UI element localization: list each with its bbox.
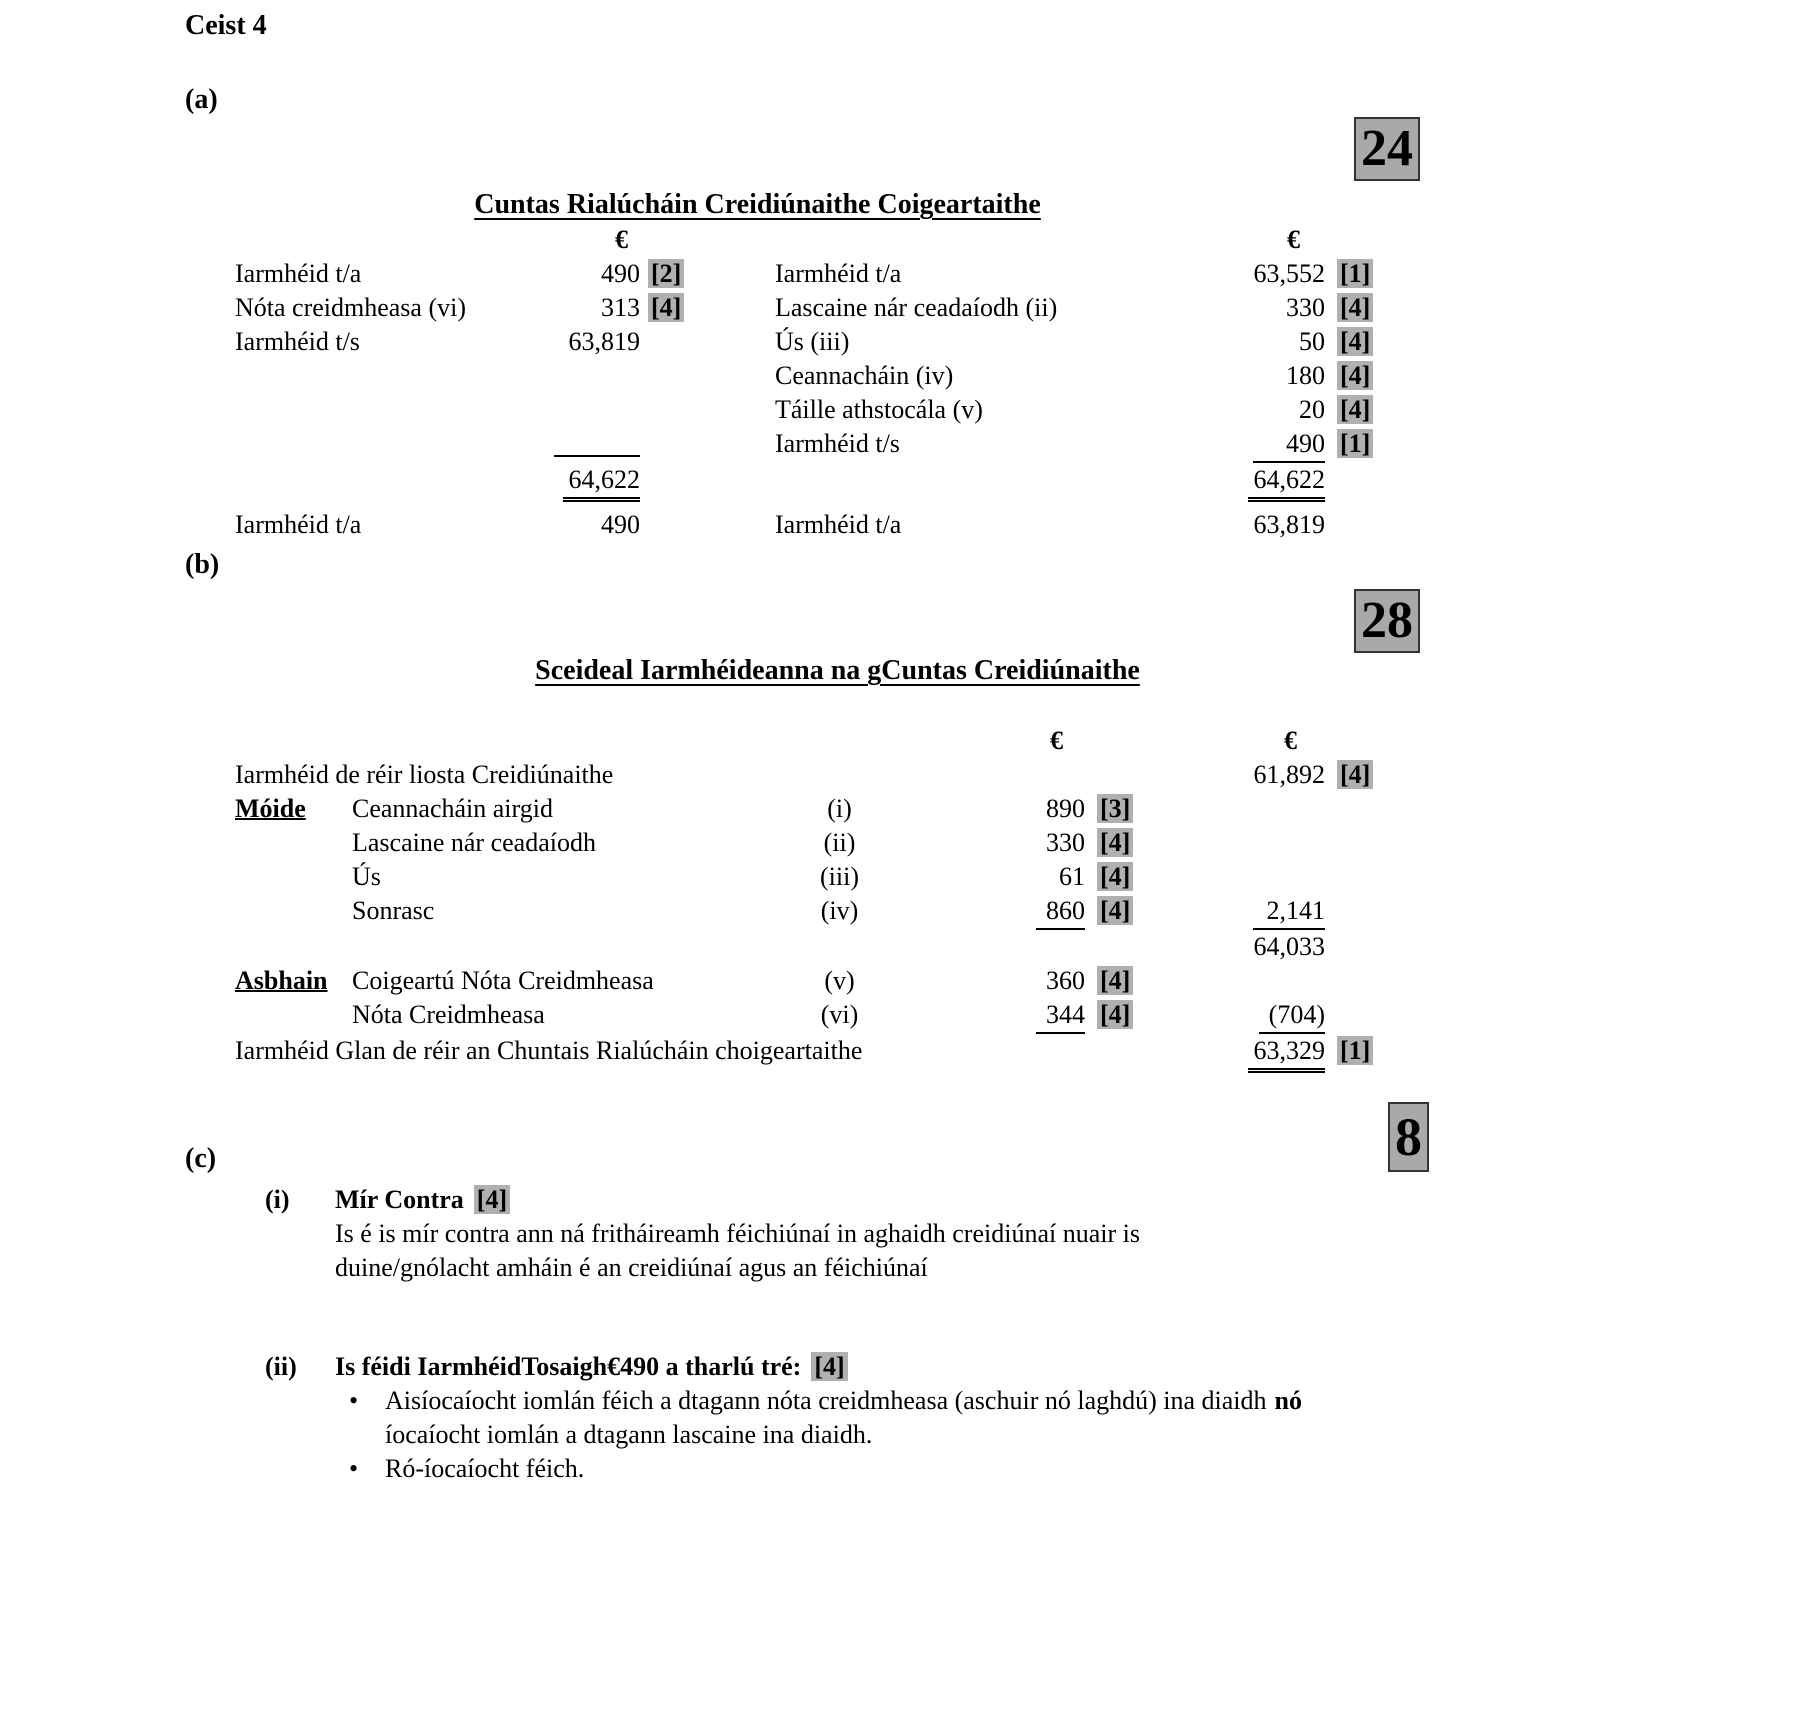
item-amount: 61 [1059, 862, 1085, 891]
schedule-add-row [235, 860, 1385, 894]
account-row [235, 393, 1385, 427]
credit-amount: 50 [1299, 327, 1325, 356]
mark-badge: [4] [1097, 828, 1133, 857]
schedule-add-row [235, 792, 1385, 826]
mark-badge: [4] [648, 293, 684, 322]
item-amount: 344 [1036, 998, 1085, 1034]
mark-badge: [4] [1097, 1000, 1133, 1029]
closing-amount: 63,329 [1248, 1034, 1326, 1073]
debit-closing-amount: 490 [601, 510, 640, 539]
schedule-closing-row [235, 1034, 1385, 1073]
schedule-deduct-row [235, 998, 1385, 1034]
schedule-add-row [235, 894, 1385, 930]
item-heading: Mír Contra [335, 1185, 464, 1214]
schedule-currency-row [235, 724, 1385, 758]
bullet-text: íocaíocht iomlán a dtagann lascaine ina diaidh. [385, 1420, 873, 1449]
mark-badge: [4] [474, 1185, 510, 1214]
part-c-label: (c) [185, 1143, 217, 1174]
mark-badge: [4] [1097, 966, 1133, 995]
credit-label: Ceannacháin (iv) [775, 361, 954, 390]
part-a-label: (a) [185, 84, 218, 115]
question-title: Ceist 4 [185, 10, 267, 41]
mark-badge: [4] [1097, 896, 1133, 925]
credit-label: Lascaine nár ceadaíodh (ii) [775, 293, 1058, 322]
account-row [235, 427, 1385, 463]
account-row [235, 291, 1385, 325]
credit-closing-amount: 63,819 [1253, 510, 1325, 539]
part-b-marks-badge: 28 [1354, 589, 1420, 653]
account-row [235, 359, 1385, 393]
item-roman: (iv) [820, 896, 859, 925]
part-c-marks-badge: 8 [1388, 1102, 1429, 1172]
bullet-bold-word: nó [1274, 1386, 1302, 1415]
item-label: Ús [352, 862, 381, 891]
deduct-heading: Asbhain [235, 966, 328, 995]
item-heading: Is féidi IarmhéidTosaigh€490 a tharlú tré: [335, 1352, 802, 1381]
part-c-item-ii [265, 1350, 1302, 1486]
mark-badge: [1] [1337, 1036, 1373, 1065]
mark-badge: [4] [1097, 862, 1133, 891]
credit-label: Ús (iii) [775, 327, 850, 356]
credit-amount: 330 [1286, 293, 1325, 322]
mark-badge: [4] [1337, 327, 1373, 356]
item-label: Nóta Creidmheasa [352, 1000, 545, 1029]
creditors-control-account [235, 223, 1385, 542]
item-label: Sonrasc [352, 896, 435, 925]
credit-label: Táille athstocála (v) [775, 395, 983, 424]
part-a-marks-badge: 24 [1354, 117, 1420, 181]
credit-label: Iarmhéid t/s [775, 429, 900, 458]
currency-symbol-col1: € [1050, 726, 1063, 755]
closing-label: Iarmhéid Glan de réir an Chuntais Rialúcháin choigeartaithe [235, 1036, 863, 1065]
mark-badge: [4] [1337, 361, 1373, 390]
credit-amount: 490 [1253, 427, 1325, 463]
item-roman: (ii) [823, 828, 856, 857]
account-title: Cuntas Rialúcháin Creidiúnaithe Coigeartaithe [474, 189, 1041, 220]
mark-badge: [1] [1337, 259, 1373, 288]
mark-badge: [3] [1097, 794, 1133, 823]
account-totals-row [235, 463, 1385, 502]
opening-label: Iarmhéid de réir liosta Creidiúnaithe [235, 760, 614, 789]
item-roman: (v) [824, 966, 855, 995]
currency-symbol-left: € [615, 225, 628, 254]
debit-label: Iarmhéid t/s [235, 327, 360, 356]
opening-amount: 61,892 [1253, 760, 1325, 789]
body-line: Is é is mír contra ann ná fritháireamh féichiúnaí in aghaidh creidiúnaí nuair is [335, 1219, 1140, 1248]
schedule-title: Sceideal Iarmhéideanna na gCuntas Creidiúnaithe [535, 655, 1140, 686]
item-roman: (iii) [820, 862, 859, 891]
account-row [235, 325, 1385, 359]
item-roman: (i) [827, 794, 852, 823]
item-label: Ceannacháin airgid [352, 794, 553, 823]
item-number: (i) [265, 1185, 290, 1214]
account-currency-row [235, 223, 1385, 257]
mark-badge: [4] [1337, 293, 1373, 322]
currency-symbol-col2: € [1284, 726, 1297, 755]
add-subtotal: 2,141 [1253, 894, 1326, 930]
schedule-deduct-row [235, 964, 1385, 998]
credit-closing-label: Iarmhéid t/a [775, 510, 902, 539]
item-roman: (vi) [820, 1000, 859, 1029]
bullet-item [335, 1452, 1302, 1486]
credit-label: Iarmhéid t/a [775, 259, 902, 288]
item-label: Lascaine nár ceadaíodh [352, 828, 596, 857]
debit-label: Iarmhéid t/a [235, 259, 362, 288]
debit-total: 64,622 [563, 463, 641, 502]
running-total: 64,033 [1253, 932, 1325, 961]
credit-total: 64,622 [1248, 463, 1326, 502]
account-row [235, 257, 1385, 291]
credit-amount: 180 [1286, 361, 1325, 390]
bullet-text: Aisíocaíocht iomlán féich a dtagann nóta creidmheasa (aschuir nó laghdú) ina diaidh [385, 1386, 1267, 1415]
creditors-balance-schedule [235, 724, 1385, 1073]
mark-badge: [2] [648, 259, 684, 288]
total-rule [554, 455, 640, 457]
credit-amount: 20 [1299, 395, 1325, 424]
item-amount: 890 [1046, 794, 1085, 823]
body-line: duine/gnólacht amháin é an creidiúnaí agus an féichiúnaí [335, 1253, 928, 1282]
bullet-item [335, 1384, 1302, 1452]
item-label: Coigeartú Nóta Creidmheasa [352, 966, 654, 995]
add-heading: Móide [235, 794, 306, 823]
item-amount: 360 [1046, 966, 1085, 995]
part-b-label: (b) [185, 549, 220, 580]
debit-label: Nóta creidmheasa (vi) [235, 293, 467, 322]
account-closing-row [235, 508, 1385, 542]
schedule-running-total-row [235, 930, 1385, 964]
debit-amount: 63,819 [568, 327, 640, 356]
part-c-item-i [265, 1183, 1140, 1285]
bullet-text: • Ró-íocaíocht féich. [385, 1454, 585, 1483]
debit-amount: 490 [601, 259, 640, 288]
debit-amount: 313 [601, 293, 640, 322]
item-number: (ii) [265, 1352, 297, 1381]
credit-amount: 63,552 [1253, 259, 1325, 288]
mark-badge: [4] [1337, 760, 1373, 789]
debit-closing-label: Iarmhéid t/a [235, 510, 362, 539]
deduct-subtotal: (704) [1259, 998, 1325, 1034]
mark-badge: [1] [1337, 429, 1373, 458]
schedule-opening-row [235, 758, 1385, 792]
mark-badge: [4] [811, 1352, 847, 1381]
currency-symbol-right: € [1287, 225, 1300, 254]
schedule-add-row [235, 826, 1385, 860]
mark-badge: [4] [1337, 395, 1373, 424]
item-amount: 860 [1036, 894, 1085, 930]
item-amount: 330 [1046, 828, 1085, 857]
